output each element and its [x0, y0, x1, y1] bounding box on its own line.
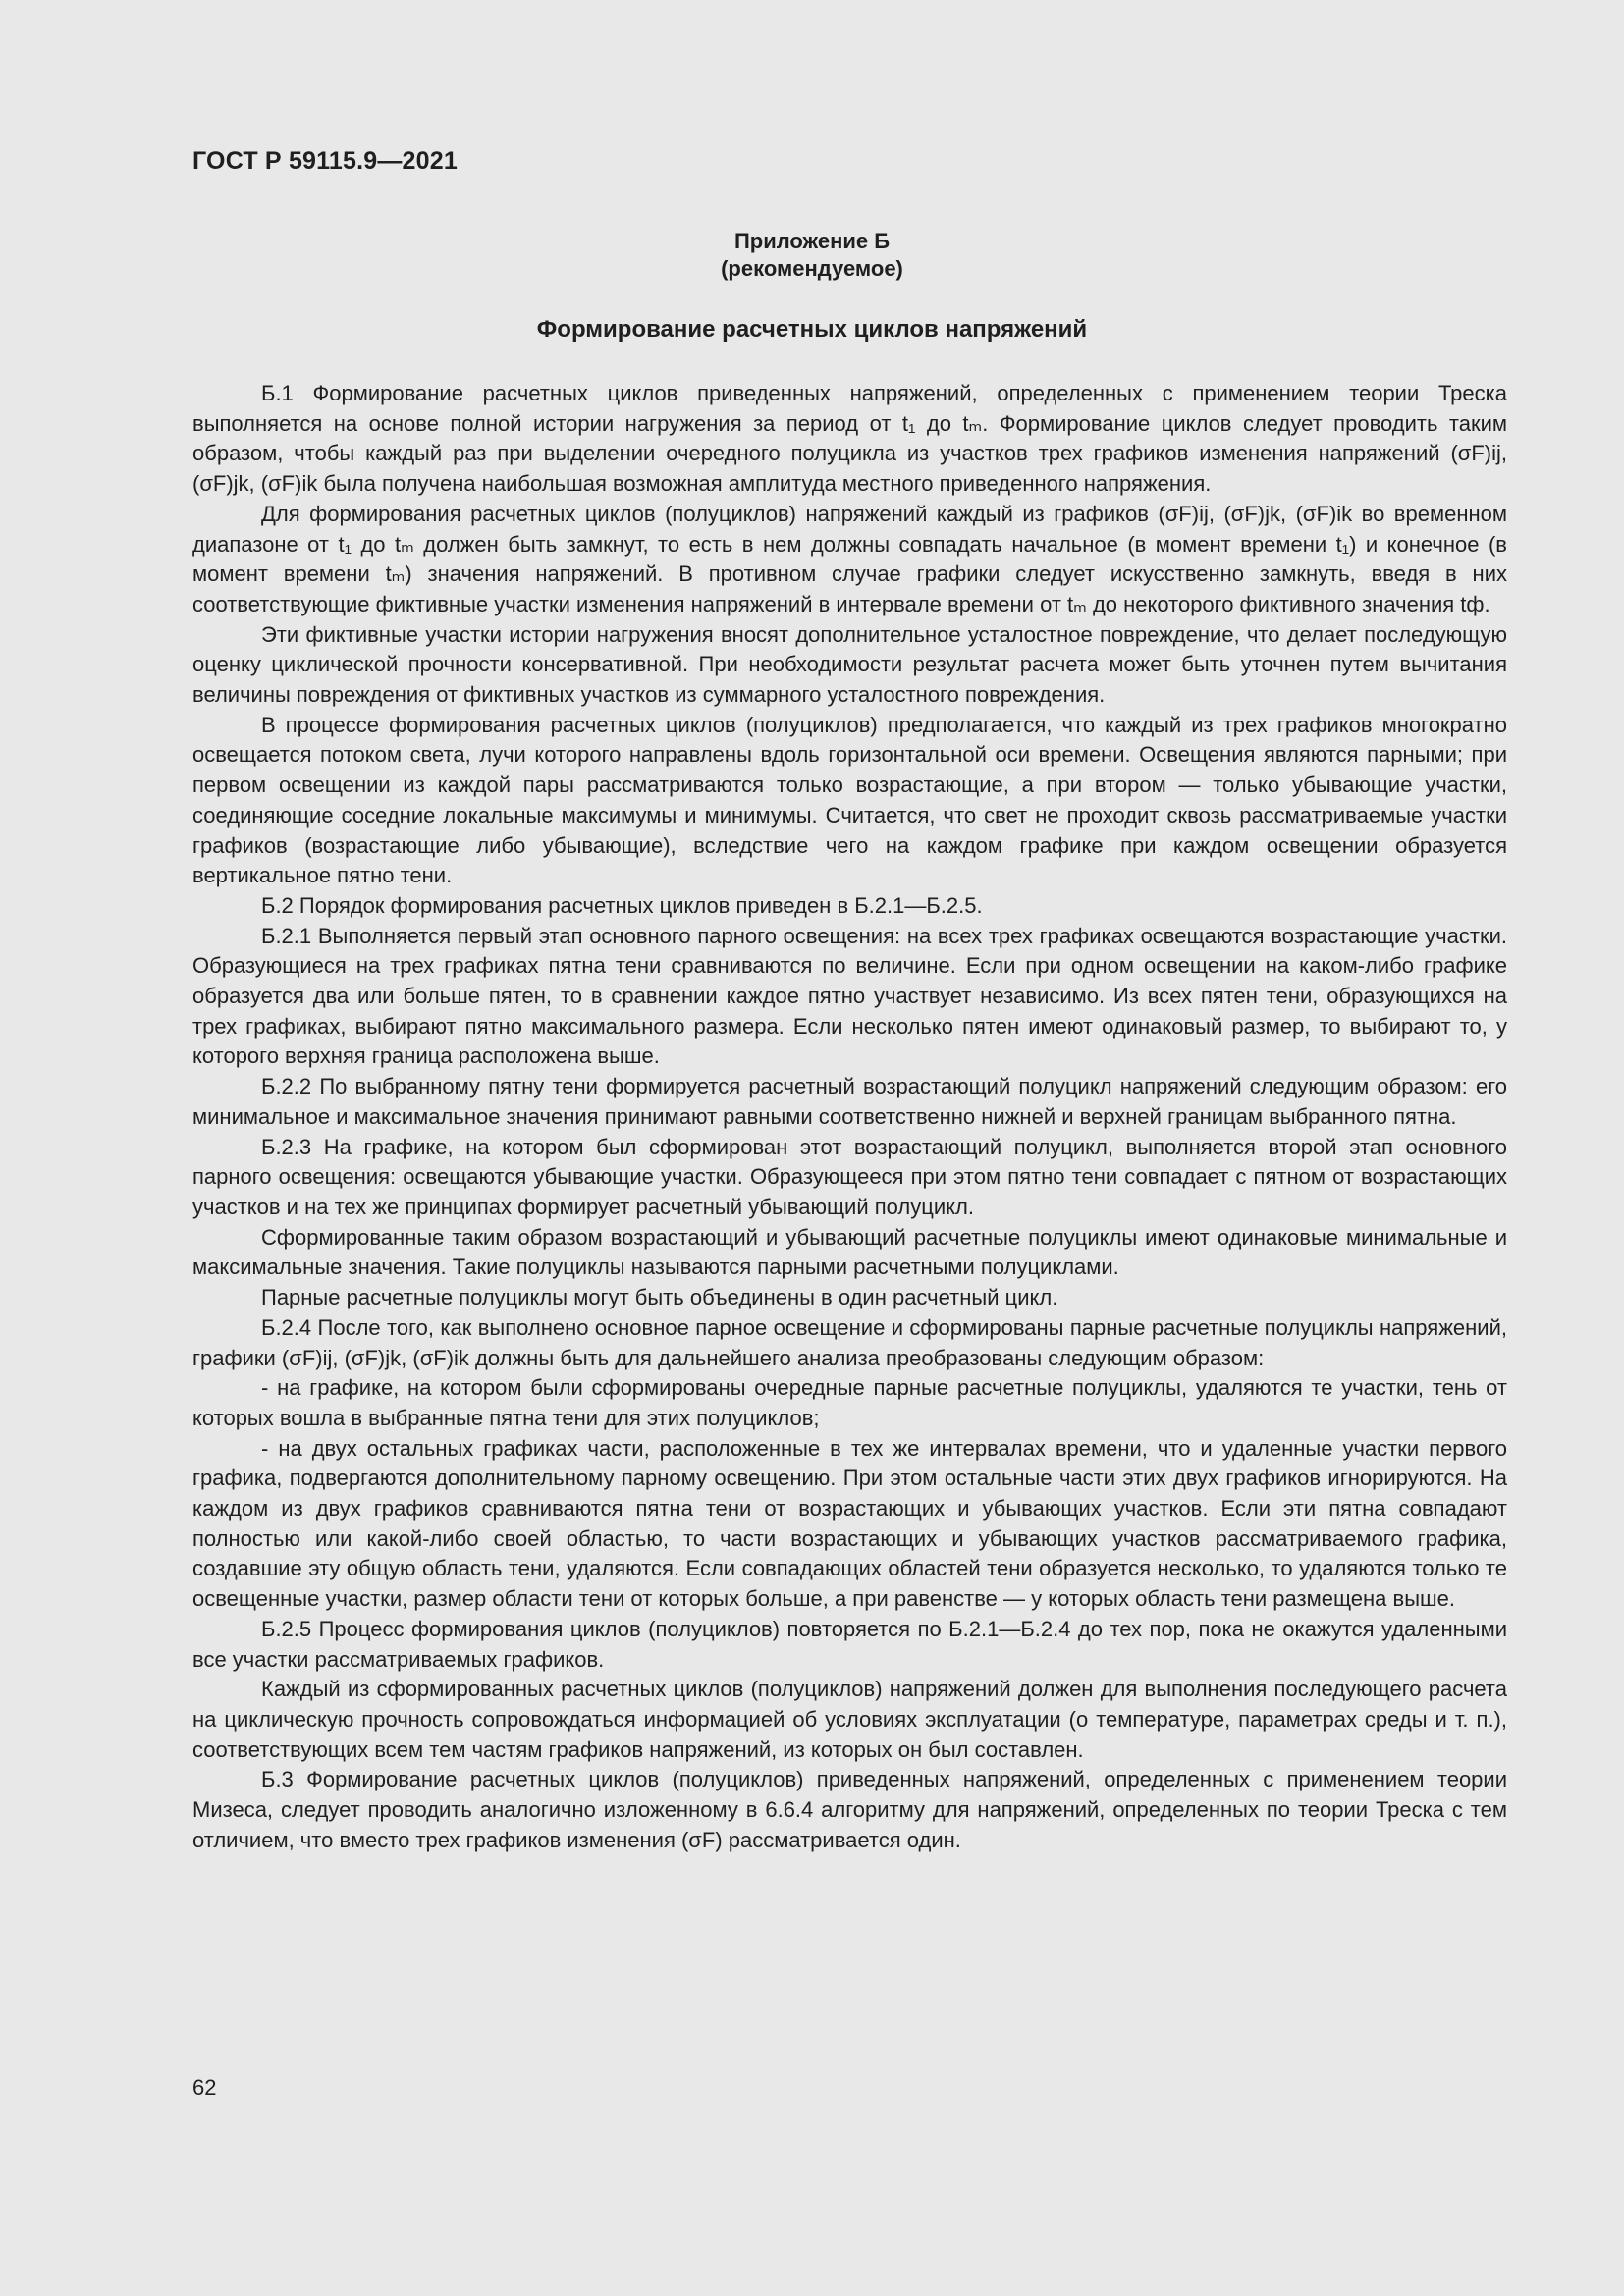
annex-title: Приложение Б: [733, 229, 891, 253]
list-item: - на графике, на котором были сформированы очередные парные расчетные полуциклы, удаляются те участки, тень от которых вошла в выбранные пятна тени для этих полуциклов;: [192, 1375, 1507, 1430]
paragraph-b2-2: Б.2.2 По выбранному пятну тени формируется расчетный возрастающий полуцикл напряжений следующим образом: его минимальное и максимальное значения принимают равными соответственно нижней и верхней границам выбранного пятна.: [192, 1074, 1507, 1129]
paragraph: В процессе формирования расчетных циклов (полуциклов) предполагается, что каждый из трех графиков многократно освещается потоком света, лучи которого направлены вдоль горизонтальной оси времени. Освещения являются парными; при первом освещении из каждой пары рассматриваются только возрастающие, а при втором — только убывающие участки, соединяющие соседние локальные максимумы и минимумы. Считается, что свет не проходит сквозь рассматриваемые участки графиков (возрастающие либо убывающие), вследствие чего на каждом графике при каждом освещении образуется вертикальное пятно тени.: [192, 712, 1507, 888]
paragraph: Сформированные таким образом возрастающий и убывающий расчетные полуциклы имеют одинаковые минимальные и максимальные значения. Такие полуциклы называются парными расчетными полуциклами.: [192, 1224, 1507, 1280]
standard-header: ГОСТ Р 59115.9—2021: [192, 147, 458, 175]
paragraph: Эти фиктивные участки истории нагружения вносят дополнительное усталостное повреждение, что делает последующую оценку циклической прочности консервативной. При необходимости результат расчета может быть уточнен путем вычитания величины повреждения от фиктивных участков из суммарного усталостного повреждения.: [192, 621, 1507, 708]
paragraph-b2: Б.2 Порядок формирования расчетных циклов приведен в Б.2.1—Б.2.5.: [261, 892, 983, 918]
page-number: 62: [192, 2075, 217, 2100]
paragraph-b2-3: Б.2.3 На графике, на котором был сформирован этот возрастающий полуцикл, выполняется второй этап основного парного освещения: освещаются убывающие участки. Образующееся при этом пятно тени совпадает с пятном от возрастающих участков и на тех же принципах формирует расчетный убывающий полуцикл.: [192, 1134, 1507, 1219]
paragraph-b2-1: Б.2.1 Выполняется первый этап основного парного освещения: на всех трех графиках освещаются возрастающие участки. Образующиеся на трех графиках пятна тени сравниваются по величине. Если при одном освещении на каком-либо графике образуется два или больше пятен, то в сравнении каждое пятно участвует независимо. Из всех пятен тени, образующихся на трех графиках, выбирают пятно максимального размера. Если несколько пятен имеют одинаковый размер, то выбирают то, у которого верхняя граница расположена выше.: [192, 923, 1507, 1069]
paragraph: Для формирования расчетных циклов (полуциклов) напряжений каждый из графиков (σF)ij, (σF)jk, (σF)ik во временном диапазоне от t₁ до tₘ должен быть замкнут, то есть в нем должны совпадать начальное (в момент времени t₁) и конечное (в момент времени tₘ) значения напряжений. В противном случае графики следует искусственно замкнуть, введя в них соответствующие фиктивные участки изменения напряжений в интервале времени от tₘ до некоторого фиктивного значения tф.: [192, 501, 1507, 616]
paragraph: Парные расчетные полуциклы могут быть объединены в один расчетный цикл.: [261, 1285, 1058, 1310]
paragraph-b2-5: Б.2.5 Процесс формирования циклов (полуциклов) повторяется по Б.2.1—Б.2.4 до тех пор, пока не окажутся удаленными все участки рассматриваемых графиков.: [192, 1616, 1507, 1672]
annex-status: (рекомендуемое): [721, 256, 903, 281]
paragraph-b1: Б.1 Формирование расчетных циклов приведенных напряжений, определенных с применением теории Треска выполняется на основе полной истории нагружения за период от t₁ до tₘ. Формирование циклов следует проводить таким образом, чтобы каждый раз при выделении очередного полуцикла из участков трех графиков изменения напряжений (σF)ij, (σF)jk, (σF)ik была получена наибольшая возможная амплитуда местного приведенного напряжения.: [192, 381, 1507, 497]
section-title: Формирование расчетных циклов напряжений: [536, 316, 1088, 343]
paragraph: Каждый из сформированных расчетных циклов (полуциклов) напряжений должен для выполнения последующего расчета на циклическую прочность сопровождаться информацией об условиях эксплуатации (о температуре, параметрах среды и т. п.), соответствующих всем тем частям графиков напряжений, из которых он был составлен.: [192, 1677, 1507, 1762]
body-text: [192, 379, 1507, 1855]
paragraph-b2-4: Б.2.4 После того, как выполнено основное парное освещение и сформированы парные расчетные полуциклы напряжений, графики (σF)ij, (σF)jk, (σF)ik должны быть для дальнейшего анализа преобразованы следующим образом:: [192, 1314, 1507, 1370]
annex-heading: [0, 228, 1624, 283]
list-item: - на двух остальных графиках части, расположенные в тех же интервалах времени, что и удаленные участки первого графика, подвергаются дополнительному парному освещению. При этом остальные части этих двух графиков игнорируются. На каждом из двух графиков сравниваются пятна тени от возрастающих и убывающих участков. Если эти пятна совпадают полностью или какой-либо своей областью, то части возрастающих и убывающих участков рассматриваемого графика, создавшие эту общую область тени, удаляются. Если совпадающих областей тени образуется несколько, то удаляются только те освещенные участки, размер области тени от которых больше, а при равенстве — у которых область тени размещена выше.: [192, 1435, 1507, 1612]
paragraph-b3: Б.3 Формирование расчетных циклов (полуциклов) приведенных напряжений, определенных с применением теории Мизеса, следует проводить аналогично изложенному в 6.6.4 алгоритму для напряжений, определенных по теории Треска с тем отличием, что вместо трех графиков изменения (σF) рассматривается один.: [192, 1767, 1507, 1852]
